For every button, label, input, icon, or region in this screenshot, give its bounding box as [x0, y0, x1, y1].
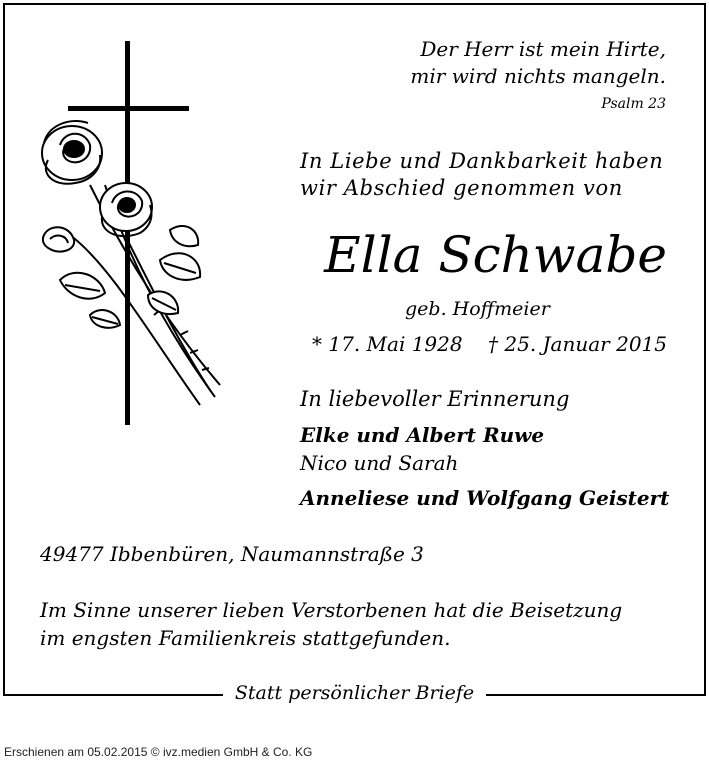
- life-dates: * 17. Mai 1928 † 25. Januar 2015: [312, 332, 667, 356]
- bottom-caption-text: Statt persönlicher Briefe: [223, 682, 486, 704]
- family-1: Elke und Albert Ruwe: [300, 423, 545, 447]
- deceased-name: Ella Schwabe: [324, 226, 667, 284]
- publication-footer: Erschienen am 05.02.2015 © ivz.medien GmbH & Co. KG: [4, 745, 313, 759]
- rose-bud: [43, 227, 74, 251]
- cross-roses-illustration: [30, 35, 230, 435]
- family-2: Anneliese und Wolfgang Geistert: [300, 486, 670, 510]
- mourners-heading: In liebevoller Erinnerung: [300, 387, 570, 411]
- intro-line-1: In Liebe und Dankbarkeit haben: [300, 149, 664, 173]
- roses-icon: [42, 121, 220, 405]
- psalm-line-1: Der Herr ist mein Hirte,: [420, 37, 666, 61]
- rose-top: [42, 121, 102, 184]
- rose-middle: [100, 183, 152, 236]
- maiden-name: geb. Hoffmeier: [405, 298, 550, 320]
- notice-line-1: Im Sinne unserer lieben Verstorbenen hat die Beisetzung: [40, 598, 623, 622]
- psalm-reference: Psalm 23: [601, 96, 666, 112]
- family-1-children: Nico und Sarah: [300, 451, 459, 475]
- notice-line-2: im engsten Familienkreis stattgefunden.: [40, 626, 451, 650]
- intro-line-2: wir Abschied genommen von: [300, 176, 623, 200]
- address: 49477 Ibbenbüren, Naumannstraße 3: [40, 542, 424, 566]
- bottom-caption: [0, 681, 709, 709]
- psalm-line-2: mir wird nichts mangeln.: [410, 64, 666, 88]
